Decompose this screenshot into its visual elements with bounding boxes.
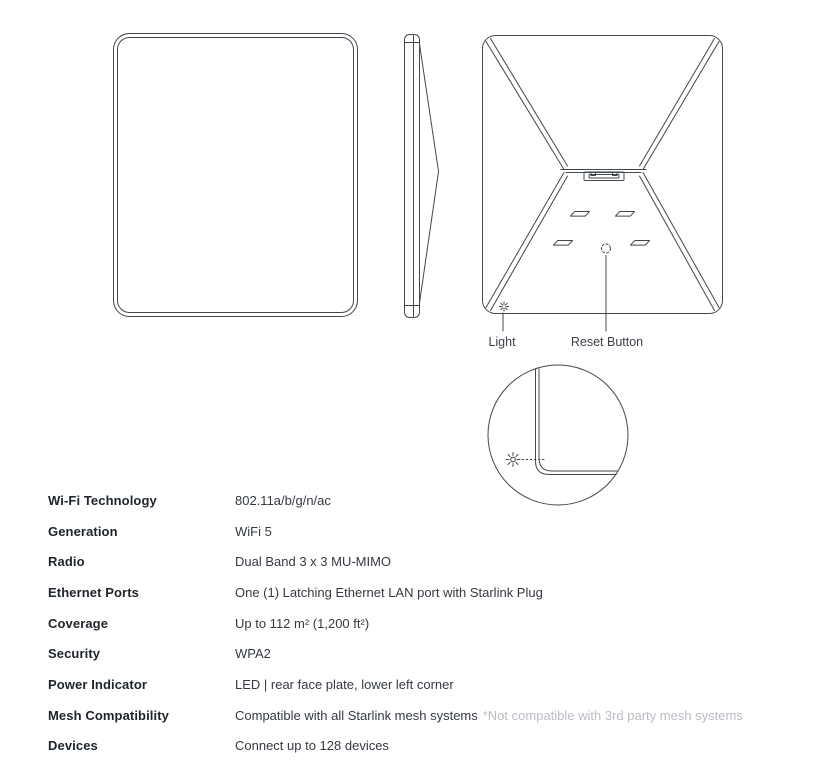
spec-row-coverage — [48, 608, 808, 639]
spec-value-text: WiFi 5 — [235, 523, 272, 539]
spec-label: Security — [48, 646, 101, 662]
spec-value-text: One (1) Latching Ethernet LAN port with Starlink Plug — [235, 584, 543, 600]
spec-value — [235, 493, 331, 508]
spec-value-text: LED | rear face plate, lower left corner — [235, 676, 454, 692]
spec-note: *Not compatible with 3rd party mesh systems — [482, 707, 743, 723]
spec-value — [235, 677, 454, 692]
led-corner-detail-drawing — [488, 365, 628, 505]
spec-label: Radio — [48, 554, 85, 570]
spec-label: Mesh Compatibility — [48, 707, 169, 723]
spec-row-security — [48, 638, 808, 669]
spec-label: Generation — [48, 523, 118, 539]
spec-value-text: 802.11a/b/g/n/ac — [235, 492, 331, 508]
reset-button-label: Reset Button — [570, 335, 644, 349]
light-label: Light — [488, 335, 516, 349]
spec-value — [235, 554, 391, 569]
spec-value-text: Compatible with all Starlink mesh systems — [235, 707, 478, 723]
light-icon — [499, 302, 508, 311]
spec-label: Wi-Fi Technology — [48, 492, 157, 508]
ethernet-port — [561, 170, 646, 181]
spec-value — [235, 524, 272, 539]
spec-value-text: WPA2 — [235, 646, 271, 662]
spec-value — [235, 708, 743, 723]
vent-slots — [554, 212, 650, 246]
spec-value — [235, 616, 369, 631]
spec-row-power-indicator — [48, 669, 808, 700]
spec-value — [235, 646, 271, 661]
reset-button-icon — [602, 244, 611, 253]
spec-label: Ethernet Ports — [48, 584, 139, 600]
spec-label: Power Indicator — [48, 676, 148, 692]
spec-label: Devices — [48, 738, 98, 754]
spec-table — [48, 485, 808, 761]
back-view-drawing — [483, 36, 723, 332]
front-view-drawing — [114, 34, 358, 317]
spec-row-generation — [48, 516, 808, 547]
spec-row-radio — [48, 546, 808, 577]
spec-value-text: Connect up to 128 devices — [235, 738, 389, 754]
spec-row-devices — [48, 731, 808, 762]
spec-label: Coverage — [48, 615, 109, 631]
side-view-drawing — [405, 35, 439, 318]
spec-row-wifi-technology — [48, 485, 808, 516]
spec-value — [235, 585, 543, 600]
light-icon-detail — [506, 453, 520, 467]
spec-row-mesh-compatibility — [48, 700, 808, 731]
spec-row-ethernet-ports — [48, 577, 808, 608]
spec-value — [235, 738, 389, 753]
spec-value-text: Dual Band 3 x 3 MU-MIMO — [235, 554, 392, 570]
spec-value-text: Up to 112 m² (1,200 ft²) — [235, 615, 370, 631]
